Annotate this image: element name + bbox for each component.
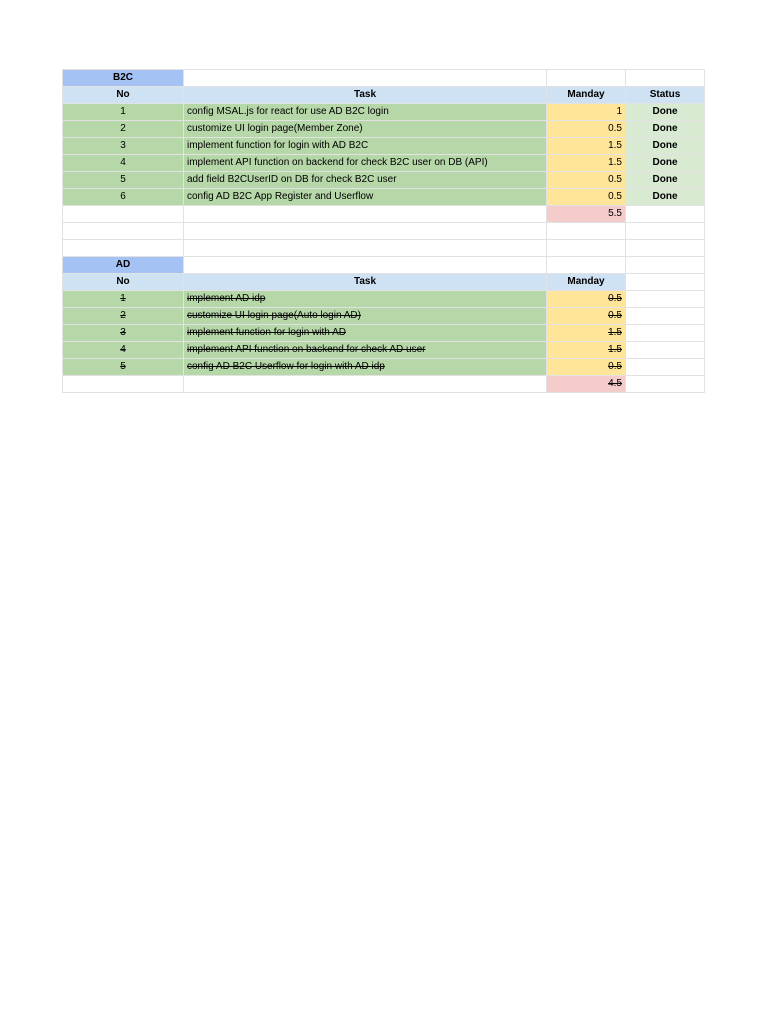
cell[interactable] [63, 206, 184, 223]
row-manday[interactable]: 1.5 [547, 325, 626, 342]
cell[interactable] [626, 240, 705, 257]
cell[interactable] [626, 257, 705, 274]
row-task[interactable]: implement function for login with AD [184, 325, 547, 342]
cell[interactable] [184, 240, 547, 257]
row-manday[interactable]: 0.5 [547, 121, 626, 138]
ad-table-row [63, 325, 705, 342]
header-task[interactable]: Task [184, 274, 547, 291]
row-manday[interactable]: 1.5 [547, 155, 626, 172]
header-no[interactable]: No [63, 274, 184, 291]
b2c-total-manday[interactable]: 5.5 [547, 206, 626, 223]
row-manday[interactable]: 0.5 [547, 359, 626, 376]
row-status[interactable]: Done [626, 138, 705, 155]
row-task[interactable]: implement API function on backend for check B2C user on DB (API) [184, 155, 547, 172]
row-task[interactable]: config MSAL.js for react for use AD B2C login [184, 104, 547, 121]
ad-section-label[interactable]: AD [63, 257, 184, 274]
row-task[interactable]: config AD B2C App Register and Userflow [184, 189, 547, 206]
cell[interactable] [626, 223, 705, 240]
cell[interactable] [547, 70, 626, 87]
row-status[interactable]: Done [626, 155, 705, 172]
row-task[interactable]: customize UI login page(Member Zone) [184, 121, 547, 138]
ad-total-manday[interactable]: 4.5 [547, 376, 626, 393]
header-manday[interactable]: Manday [547, 87, 626, 104]
cell[interactable] [184, 206, 547, 223]
cell[interactable] [63, 240, 184, 257]
cell[interactable] [626, 70, 705, 87]
ad-table-row [63, 291, 705, 308]
row-no[interactable]: 2 [63, 121, 184, 138]
row-manday[interactable]: 1.5 [547, 138, 626, 155]
row-no[interactable]: 3 [63, 138, 184, 155]
task-table [62, 69, 705, 393]
cell[interactable] [626, 291, 705, 308]
row-no[interactable]: 1 [63, 104, 184, 121]
row-no[interactable]: 5 [63, 359, 184, 376]
row-manday[interactable]: 0.5 [547, 172, 626, 189]
row-no[interactable]: 3 [63, 325, 184, 342]
b2c-total-row [63, 206, 705, 223]
b2c-header-row [63, 87, 705, 104]
row-task[interactable]: config AD B2C Userflow for login with AD idp [184, 359, 547, 376]
spreadsheet [62, 69, 705, 393]
ad-total-row [63, 376, 705, 393]
row-task[interactable]: implement function for login with AD B2C [184, 138, 547, 155]
ad-table-row [63, 359, 705, 376]
cell[interactable] [547, 240, 626, 257]
cell[interactable] [184, 257, 547, 274]
ad-header-row [63, 274, 705, 291]
header-manday[interactable]: Manday [547, 274, 626, 291]
row-no[interactable]: 2 [63, 308, 184, 325]
cell[interactable] [547, 223, 626, 240]
row-manday[interactable]: 0.5 [547, 308, 626, 325]
b2c-table-row [63, 121, 705, 138]
row-no[interactable]: 4 [63, 342, 184, 359]
cell[interactable] [626, 359, 705, 376]
header-status[interactable]: Status [626, 87, 705, 104]
cell[interactable] [63, 376, 184, 393]
b2c-table-row [63, 189, 705, 206]
row-no[interactable]: 5 [63, 172, 184, 189]
b2c-table-row [63, 138, 705, 155]
cell[interactable] [626, 325, 705, 342]
b2c-table-row [63, 172, 705, 189]
ad-table-row [63, 308, 705, 325]
cell[interactable] [626, 376, 705, 393]
ad-section-row [63, 257, 705, 274]
cell[interactable] [626, 206, 705, 223]
b2c-section-label[interactable]: B2C [63, 70, 184, 87]
row-task[interactable]: implement AD idp [184, 291, 547, 308]
row-manday[interactable]: 0.5 [547, 189, 626, 206]
ad-table-row [63, 342, 705, 359]
cell[interactable] [626, 308, 705, 325]
empty-row [63, 240, 705, 257]
row-task[interactable]: add field B2CUserID on DB for check B2C user [184, 172, 547, 189]
b2c-table-row [63, 155, 705, 172]
header-no[interactable]: No [63, 87, 184, 104]
row-status[interactable]: Done [626, 104, 705, 121]
b2c-table-row [63, 104, 705, 121]
b2c-section-row [63, 70, 705, 87]
row-task[interactable]: implement API function on backend for check AD user [184, 342, 547, 359]
row-no[interactable]: 4 [63, 155, 184, 172]
cell[interactable] [63, 223, 184, 240]
cell[interactable] [184, 70, 547, 87]
row-status[interactable]: Done [626, 189, 705, 206]
empty-row [63, 223, 705, 240]
row-status[interactable]: Done [626, 121, 705, 138]
row-status[interactable]: Done [626, 172, 705, 189]
row-manday[interactable]: 0.5 [547, 291, 626, 308]
row-no[interactable]: 6 [63, 189, 184, 206]
cell[interactable] [626, 274, 705, 291]
row-manday[interactable]: 1 [547, 104, 626, 121]
cell[interactable] [184, 223, 547, 240]
header-task[interactable]: Task [184, 87, 547, 104]
row-no[interactable]: 1 [63, 291, 184, 308]
cell[interactable] [626, 342, 705, 359]
cell[interactable] [184, 376, 547, 393]
row-manday[interactable]: 1.5 [547, 342, 626, 359]
cell[interactable] [547, 257, 626, 274]
row-task[interactable]: customize UI login page(Auto login AD) [184, 308, 547, 325]
